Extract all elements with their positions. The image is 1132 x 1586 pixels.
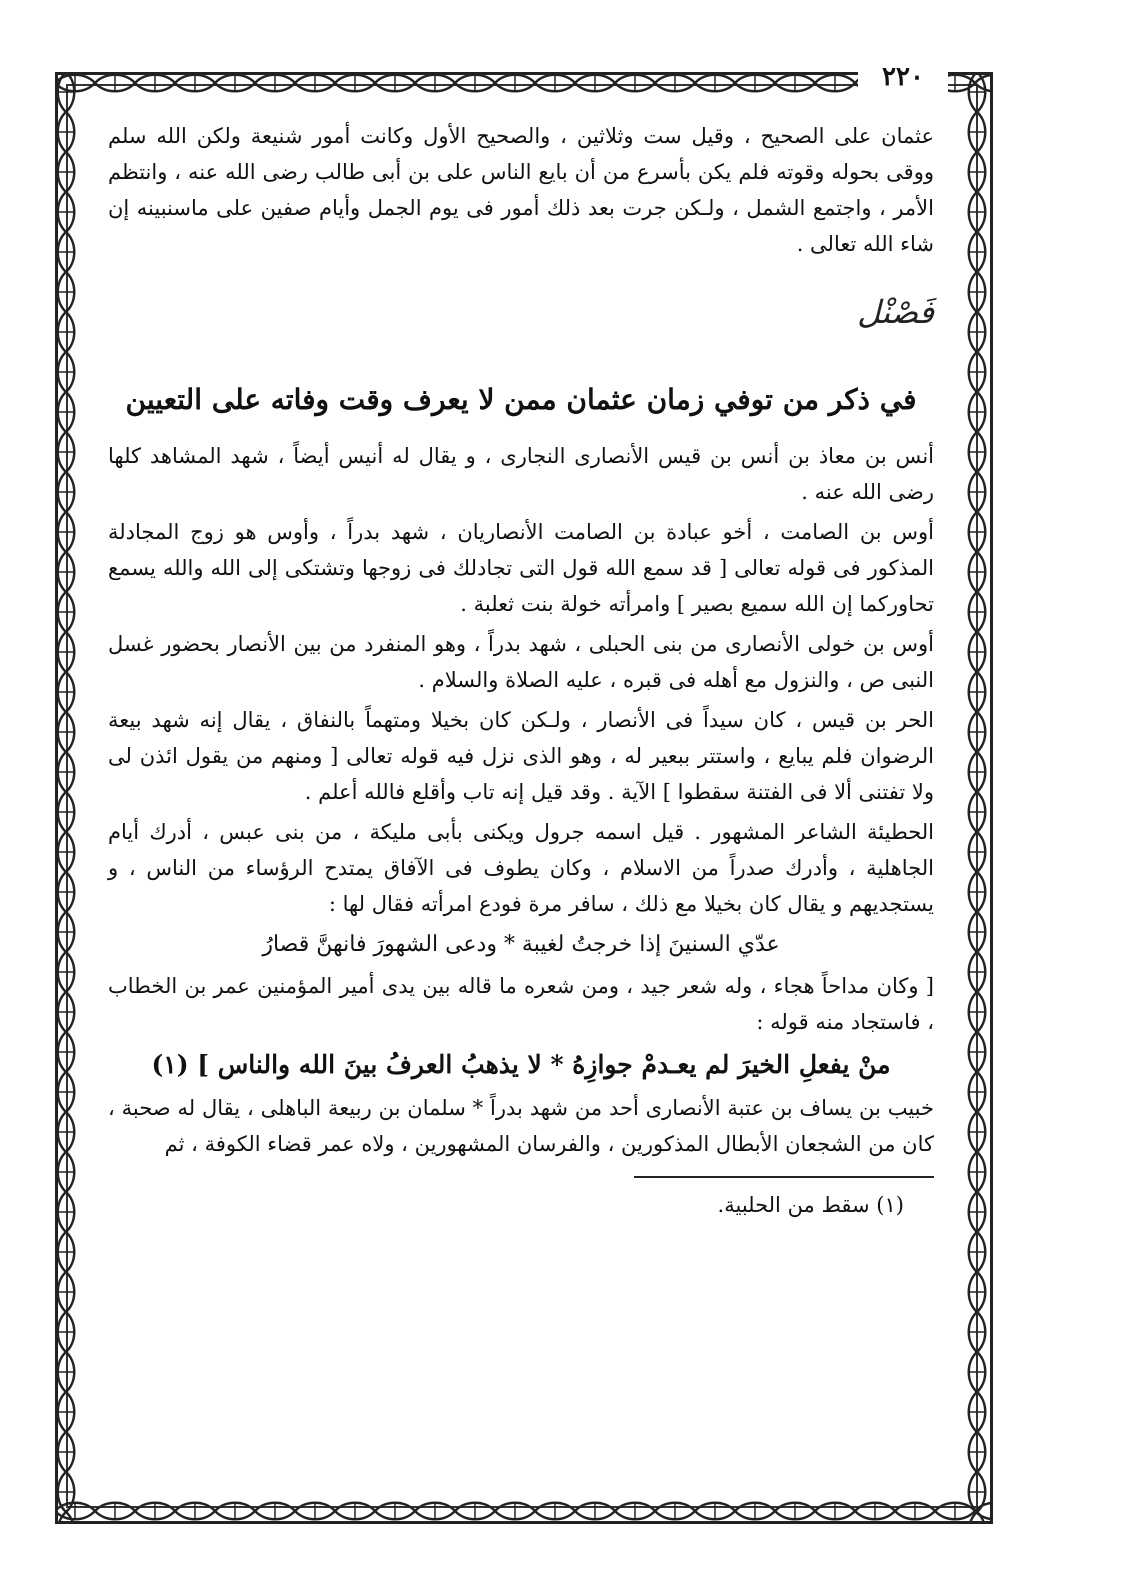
paragraph-intro: عثمان على الصحيح ، وقيل ست وثلاثين ، والصحيح الأول وكانت أمور شنيعة ولكن الله سلم ووقى بحوله وقوته فلم يكن بأسرع من أن بايع الناس على بن أبى طالب رضى الله عنه ، وانتظم الأمر ، واجتمع الشمل ، ولـكن جرت بعد ذلك أمور فى يوم الجمل وأيام صفين على ماسنبينه إن شاء الله تعالى . bbox=[108, 124, 934, 256]
paragraph-aws-samit: أوس بن الصامت ، أخو عبادة بن الصامت الأنصاريان ، شهد بدراً ، وأوس هو زوج المجادلة المذكور فى قوله تعالى [ قد سمع الله قول التى تجادلك فى زوجها وتشتكى إلى الله والله يسمع تحاوركما إن الله سميع بصير ] وامرأته خولة بنت ثعلبة . bbox=[108, 520, 934, 616]
footnote: (١) سقط من الحلبية. bbox=[717, 1193, 904, 1217]
footnote-divider bbox=[634, 1176, 934, 1178]
fasl-calligraphy-label: فَصْنْل bbox=[857, 293, 934, 331]
border-chain-top bbox=[55, 72, 991, 94]
paragraph-hurr: الحر بن قيس ، كان سيداً فى الأنصار ، ولـكن كان بخيلا ومتهماً بالنفاق ، يقال إنه شهد بيعة الرضوان فلم يبايع ، واستتر ببعير له ، وهو الذى نزل فيه قوله تعالى [ ومنهم من يقول ائذن لى ولا تفتنى ألا فى الفتنة سقطوا ] الآية . وقد قيل إنه تاب وأقلع فالله أعلم . bbox=[108, 708, 934, 804]
verse-line-1: عدّي السنينَ إذا خرجتُ لغيبة * ودعى الشهورَ فانهنَّ قصارُ bbox=[262, 932, 780, 957]
border-chain-left bbox=[55, 72, 77, 1522]
paragraph-khubayb: خبيب بن يساف بن عتبة الأنصارى أحد من شهد بدراً * سلمان بن ربيعة الباهلى ، يقال له صحبة ، كان من الشجعان الأبطال المذكورين ، والفرسان المشهورين ، ولاه عمر قضاء الكوفة ، ثم bbox=[108, 1096, 934, 1156]
section-heading: في ذكر من توفي زمان عثمان ممن لا يعرف وقت وفاته على التعيين bbox=[125, 383, 917, 416]
paragraph-madih: [ وكان مداحاً هجاء ، وله شعر جيد ، ومن شعره ما قاله بين يدى أمير المؤمنين عمر بن الخطاب ، فاستجاد منه قوله : bbox=[108, 974, 934, 1034]
paragraph-aws-khawli: أوس بن خولى الأنصارى من بنى الحبلى ، شهد بدراً ، وهو المنفرد من بين الأنصار بحضور غسل النبى ص ، والنزول مع أهله فى قبره ، عليه الصلاة والسلام . bbox=[108, 632, 934, 692]
border-chain-bottom bbox=[55, 1500, 991, 1522]
page-number: ٢٢٠ bbox=[858, 60, 948, 94]
paragraph-hutayah: الحطيئة الشاعر المشهور . قيل اسمه جرول ويكنى بأبى مليكة ، من بنى عبس ، أدرك أيام الجاهلية ، وأدرك صدراً من الاسلام ، وكان يطوف فى الآفاق يمتدح الرؤساء من الناس ، و يستجديهم و يقال كان بخيلا مع ذلك ، سافر مرة فودع امرأته فقال لها : bbox=[108, 820, 934, 916]
page-content bbox=[108, 118, 934, 1498]
paragraph-anas: أنس بن معاذ بن أنس بن قيس الأنصارى النجارى ، و يقال له أنيس أيضاً ، شهد المشاهد كلها رضى الله عنه . bbox=[108, 444, 934, 504]
border-chain-right bbox=[966, 72, 988, 1522]
verse-line-2: منْ يفعلِ الخيرَ لم يعـدمْ جوازِهُ * لا يذهبُ العرفُ بينَ الله والناس ] (١) bbox=[151, 1050, 891, 1079]
